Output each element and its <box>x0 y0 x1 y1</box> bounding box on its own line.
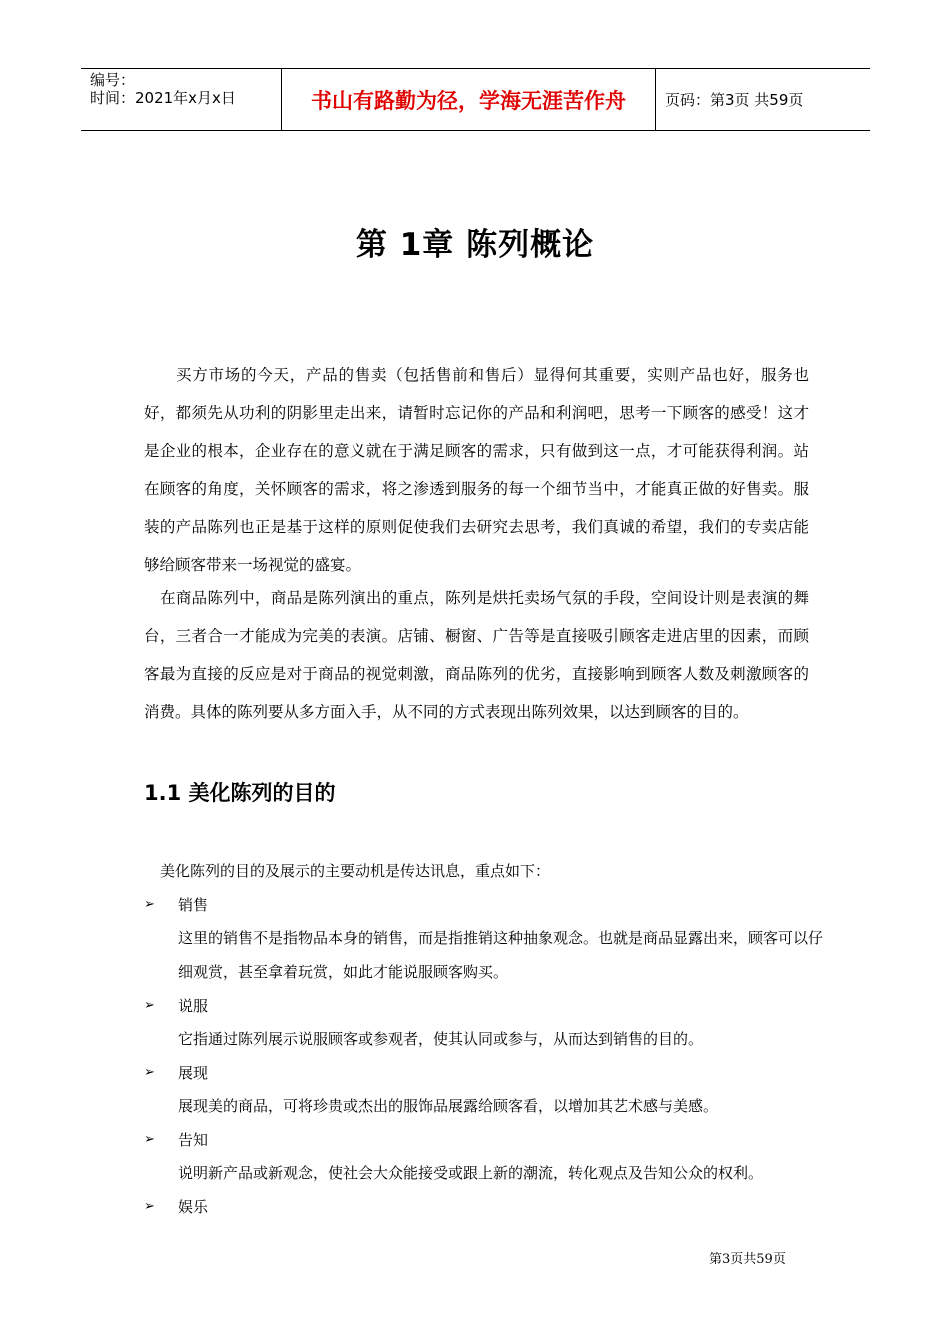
list-item-desc: 说明新产品或新观念，使社会大众能接受或跟上新的潮流，转化观点及告知公众的权利。 <box>178 1164 764 1182</box>
list-item-head <box>144 1190 824 1223</box>
page-footer: 第3页共59页 <box>709 1252 786 1267</box>
arrow-bullet-icon: ➢ <box>144 1199 155 1214</box>
document-header <box>81 68 870 131</box>
purpose-list <box>144 888 824 1223</box>
list-item <box>144 1056 824 1123</box>
list-item-title: 告知 <box>178 1131 209 1149</box>
header-page-info: 页码：第3页 共59页 <box>665 91 804 109</box>
list-item <box>144 1190 824 1223</box>
list-item-head <box>144 888 824 921</box>
chapter-title: 第 1章 陈列概论 <box>355 227 595 263</box>
list-item-title: 娱乐 <box>178 1198 209 1216</box>
header-meta-cell <box>81 69 282 130</box>
arrow-bullet-icon: ➢ <box>144 1065 155 1080</box>
list-item-head <box>144 1123 824 1156</box>
list-item <box>144 989 824 1056</box>
list-item-title: 销售 <box>178 896 209 914</box>
header-motto: 书山有路勤为径，学海无涯苦作舟 <box>282 69 656 130</box>
list-item-title: 展现 <box>178 1064 209 1082</box>
body-paragraph-1: 买方市场的今天，产品的售卖（包括售前和售后）显得何其重要，实则产品也好，服务也好，都须先从功利的阴影里走出来，请暂时忘记你的产品和利润吧，思考一下顾客的感受！这才是企业的根本，企业存在的意义就在于满足顾客的需求，只有做到这一点，才可能获得利润。站在顾客的角度，关怀顾客的需求，将之渗透到服务的每一个细节当中，才能真正做的好售卖。服装的产品陈列也正是基于这样的原则促使我们去研究去思考，我们真诚的希望，我们的专卖店能够给顾客带来一场视觉的盛宴。 <box>144 365 809 574</box>
section-intro: 美化陈列的目的及展示的主要动机是传达讯息，重点如下： <box>160 862 551 880</box>
list-item-title: 说服 <box>178 997 209 1015</box>
list-item-desc: 展现美的商品，可将珍贵或杰出的服饰品展露给顾客看，以增加其艺术感与美感。 <box>178 1097 719 1115</box>
list-item <box>144 888 824 989</box>
section-heading: 1.1 美化陈列的目的 <box>144 781 336 805</box>
arrow-bullet-icon: ➢ <box>144 1132 155 1147</box>
list-item-head <box>144 1056 824 1089</box>
body-paragraph-2: 在商品陈列中，商品是陈列演出的重点，陈列是烘托卖场气氛的手段，空间设计则是表演的舞台，三者合一才能成为完美的表演。店铺、橱窗、广告等是直接吸引顾客走进店里的因素，而顾客最为直接的反应是对于商品的视觉刺激，商品陈列的优劣，直接影响到顾客人数及刺激顾客的消费。具体的陈列要从多方面入手，从不同的方式表现出陈列效果，以达到顾客的目的。 <box>144 588 809 721</box>
header-time-label: 时间：2021年x月x日 <box>90 89 236 107</box>
list-item <box>144 1123 824 1190</box>
list-item-head <box>144 989 824 1022</box>
arrow-bullet-icon: ➢ <box>144 998 155 1013</box>
header-number-label: 编号： <box>90 71 136 89</box>
list-item-desc: 它指通过陈列展示说服顾客或参观者，使其认同或参与，从而达到销售的目的。 <box>178 1030 704 1048</box>
list-item-desc: 这里的销售不是指物品本身的销售，而是指推销这种抽象观念。也就是商品显露出来，顾客可以仔细观赏，甚至拿着玩赏，如此才能说服顾客购买。 <box>178 929 824 981</box>
arrow-bullet-icon: ➢ <box>144 897 155 912</box>
